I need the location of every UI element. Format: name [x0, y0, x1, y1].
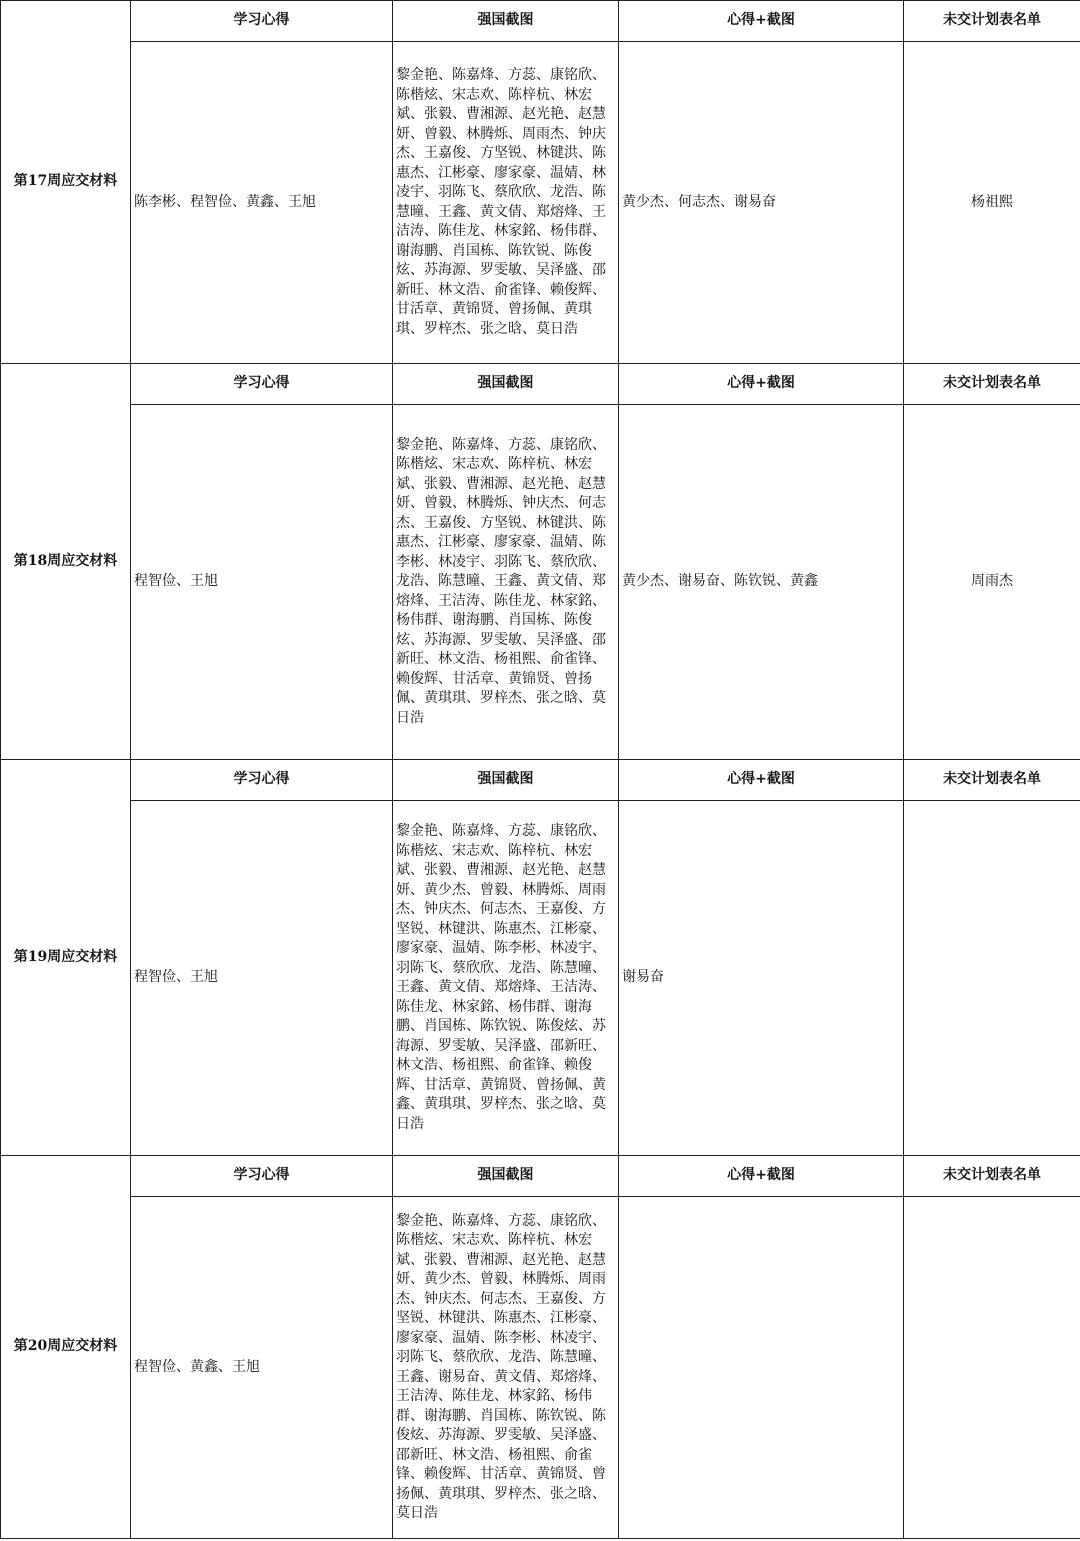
qiangguo-screenshot-cell: 黎金艳、陈嘉烽、方蕊、康铭欣、陈楷炫、宋志欢、陈梓杭、林宏斌、张毅、曹湘源、赵光艳、赵慧妍、曾毅、林腾烁、钟庆杰、何志杰、王嘉俊、方坚锐、林键洪、陈惠杰、江彬豪、廖家豪、温婧、陈李彬、林凌宇、羽陈飞、蔡欣欣、龙浩、陈慧曈、王鑫、黄文倩、郑熔烽、王洁涛、陈佳龙、林家銘、杨伟群、谢海鹏、肖国栋、陈俊炫、苏海源、罗雯敏、吴泽盛、邵新旺、林文浩、杨祖熙、俞雀锋、赖俊辉、甘活章、黄锦贤、曾扬佩、黄琪琪、罗梓杰、张之晗、莫日浩 [393, 405, 619, 760]
week-label: 第19周应交材料 [1, 760, 131, 1156]
header-notes-plus-screenshot: 心得+截图 [619, 760, 904, 801]
plan-missing-cell [904, 801, 1080, 1156]
header-plan-missing: 未交计划表名单 [904, 1, 1080, 42]
qiangguo-screenshot-cell: 黎金艳、陈嘉烽、方蕊、康铭欣、陈楷炫、宋志欢、陈梓杭、林宏斌、张毅、曹湘源、赵光艳、赵慧妍、黄少杰、曾毅、林腾烁、周雨杰、钟庆杰、何志杰、王嘉俊、方坚锐、林键洪、陈惠杰、江彬豪、廖家豪、温婧、陈李彬、林凌宇、羽陈飞、蔡欣欣、龙浩、陈慧曈、王鑫、黄文倩、郑熔烽、王洁涛、陈佳龙、林家銘、杨伟群、谢海鹏、肖国栋、陈钦锐、陈俊炫、苏海源、罗雯敏、吴泽盛、邵新旺、林文浩、杨祖熙、俞雀锋、赖俊辉、甘活章、黄锦贤、曾扬佩、黄鑫、黄琪琪、罗梓杰、张之晗、莫日浩 [393, 801, 619, 1156]
week-label: 第20周应交材料 [1, 1156, 131, 1539]
week-19-data-row [1, 801, 1080, 1156]
header-notes-plus-screenshot: 心得+截图 [619, 1, 904, 42]
header-qiangguo-screenshot: 强国截图 [393, 1, 619, 42]
header-qiangguo-screenshot: 强国截图 [393, 760, 619, 801]
qiangguo-screenshot-cell: 黎金艳、陈嘉烽、方蕊、康铭欣、陈楷炫、宋志欢、陈梓杭、林宏斌、张毅、曹湘源、赵光艳、赵慧妍、曾毅、林腾烁、周雨杰、钟庆杰、王嘉俊、方坚锐、林键洪、陈惠杰、江彬豪、廖家豪、温婧、林凌宇、羽陈飞、蔡欣欣、龙浩、陈慧曈、王鑫、黄文倩、郑熔烽、王洁涛、陈佳龙、林家銘、杨伟群、谢海鹏、肖国栋、陈钦锐、陈俊炫、苏海源、罗雯敏、吴泽盛、邵新旺、林文浩、俞雀锋、赖俊辉、甘活章、黄锦贤、曾扬佩、黄琪琪、罗梓杰、张之晗、莫日浩 [393, 42, 619, 364]
header-qiangguo-screenshot: 强国截图 [393, 1156, 619, 1197]
study-notes-cell: 陈李彬、程智俭、黄鑫、王旭 [131, 42, 393, 364]
plan-missing-cell: 杨祖熙 [904, 42, 1080, 364]
notes-plus-screenshot-cell: 黄少杰、何志杰、谢易奋 [619, 42, 904, 364]
notes-plus-screenshot-cell [619, 1197, 904, 1539]
header-study-notes: 学习心得 [131, 364, 393, 405]
header-plan-missing: 未交计划表名单 [904, 760, 1080, 801]
header-study-notes: 学习心得 [131, 760, 393, 801]
week-17-header-row [1, 1, 1080, 42]
week-17-data-row [1, 42, 1080, 364]
header-notes-plus-screenshot: 心得+截图 [619, 364, 904, 405]
study-notes-cell: 程智俭、黄鑫、王旭 [131, 1197, 393, 1539]
notes-plus-screenshot-cell: 黄少杰、谢易奋、陈钦锐、黄鑫 [619, 405, 904, 760]
header-notes-plus-screenshot: 心得+截图 [619, 1156, 904, 1197]
study-notes-cell: 程智俭、王旭 [131, 405, 393, 760]
week-18-header-row [1, 364, 1080, 405]
header-study-notes: 学习心得 [131, 1, 393, 42]
header-plan-missing: 未交计划表名单 [904, 1156, 1080, 1197]
week-label: 第18周应交材料 [1, 364, 131, 760]
plan-missing-cell: 周雨杰 [904, 405, 1080, 760]
week-20-data-row [1, 1197, 1080, 1539]
notes-plus-screenshot-cell: 谢易奋 [619, 801, 904, 1156]
qiangguo-screenshot-cell: 黎金艳、陈嘉烽、方蕊、康铭欣、陈楷炫、宋志欢、陈梓杭、林宏斌、张毅、曹湘源、赵光艳、赵慧妍、黄少杰、曾毅、林腾烁、周雨杰、钟庆杰、何志杰、王嘉俊、方坚锐、林键洪、陈惠杰、江彬豪、廖家豪、温婧、陈李彬、林凌宇、羽陈飞、蔡欣欣、龙浩、陈慧曈、王鑫、谢易奋、黄文倩、郑熔烽、王洁涛、陈佳龙、林家銘、杨伟群、谢海鹏、肖国栋、陈钦锐、陈俊炫、苏海源、罗雯敏、吴泽盛、邵新旺、林文浩、杨祖熙、俞雀锋、赖俊辉、甘活章、黄锦贤、曾扬佩、黄琪琪、罗梓杰、张之晗、莫日浩 [393, 1197, 619, 1539]
plan-missing-cell [904, 1197, 1080, 1539]
header-plan-missing: 未交计划表名单 [904, 364, 1080, 405]
header-qiangguo-screenshot: 强国截图 [393, 364, 619, 405]
week-19-header-row [1, 760, 1080, 801]
week-18-data-row [1, 405, 1080, 760]
week-label: 第17周应交材料 [1, 1, 131, 364]
study-notes-cell: 程智俭、王旭 [131, 801, 393, 1156]
header-study-notes: 学习心得 [131, 1156, 393, 1197]
week-20-header-row [1, 1156, 1080, 1197]
